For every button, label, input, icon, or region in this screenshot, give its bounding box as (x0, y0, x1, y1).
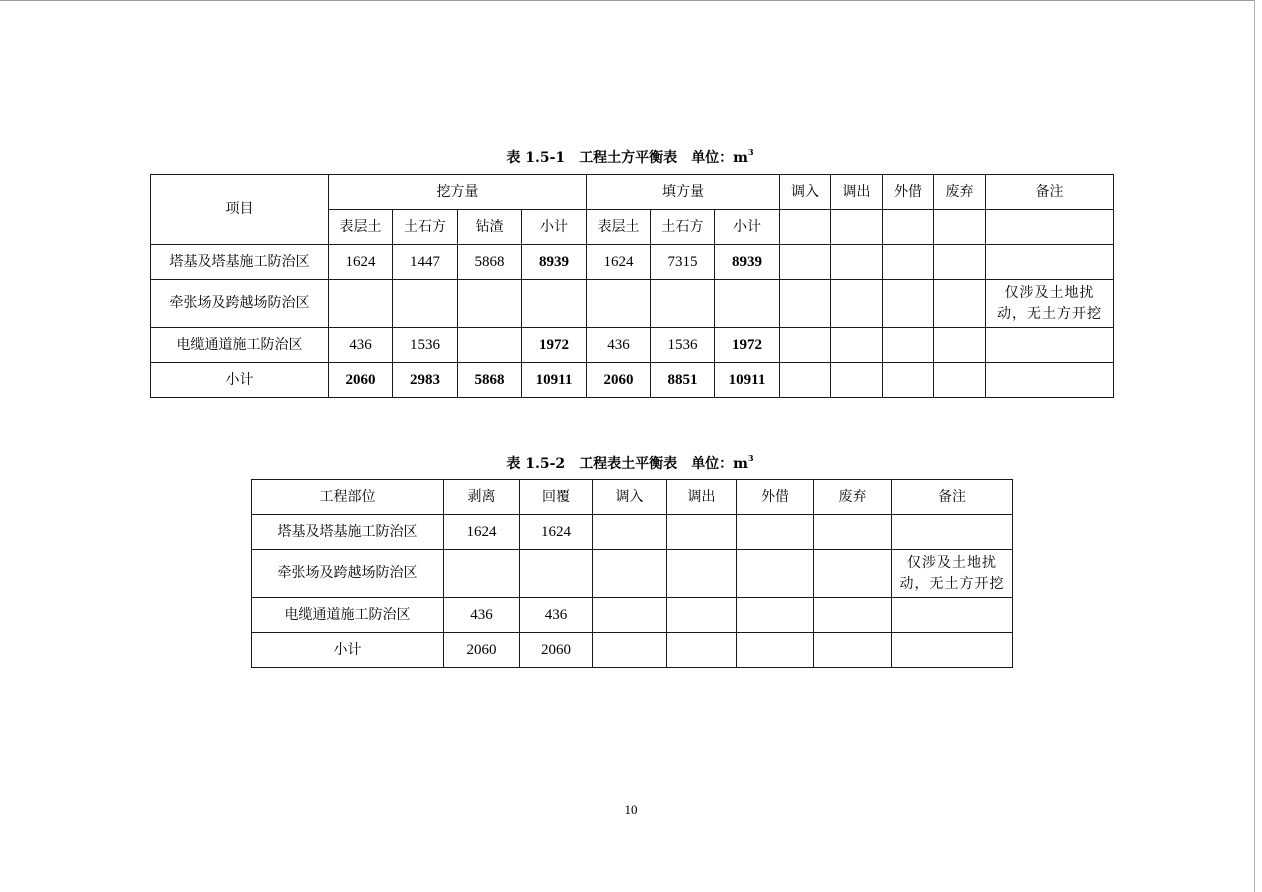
cover-cell: 1624 (520, 515, 593, 550)
table-header-row (151, 175, 1114, 210)
subheader-fill-subtotal: 小计 (715, 210, 780, 245)
borrow-cell (883, 363, 934, 398)
table2-caption-id: 表 1.5-2 (506, 456, 566, 472)
header-part: 工程部位 (252, 480, 444, 515)
subheader-cut-earth-rock: 土石方 (393, 210, 458, 245)
header-cut: 挖方量 (329, 175, 587, 210)
transfer-in-cell (593, 550, 667, 598)
earthwork-balance-table (150, 174, 1114, 398)
cut-drill-slag-cell: 5868 (458, 245, 522, 280)
fill-topsoil-cell: 436 (587, 328, 651, 363)
fill-earth-rock-cell (651, 280, 715, 328)
fill-topsoil-cell: 1624 (587, 245, 651, 280)
fill-subtotal-cell (715, 280, 780, 328)
table1-caption-unit: 单位：m (691, 150, 749, 166)
cover-cell: 436 (520, 598, 593, 633)
cut-topsoil-cell: 436 (329, 328, 393, 363)
header-transfer-out: 调出 (667, 480, 737, 515)
cover-cell (520, 550, 593, 598)
waste-cell (814, 633, 892, 668)
page-top-edge (0, 0, 1262, 1)
table2-caption-title: 工程表土平衡表 (579, 456, 678, 472)
cut-topsoil-cell: 1624 (329, 245, 393, 280)
page-right-edge (1254, 0, 1262, 892)
borrow-cell (883, 280, 934, 328)
strip-cell: 1624 (444, 515, 520, 550)
row-name: 小计 (252, 633, 444, 668)
table2-caption-unit-sup: 3 (748, 453, 754, 463)
table-total-row (151, 363, 1114, 398)
remark-cell (986, 245, 1114, 280)
row-name: 小计 (151, 363, 329, 398)
waste-cell (814, 515, 892, 550)
remark-cell (892, 598, 1013, 633)
waste-cell (934, 245, 986, 280)
transfer-in-cell (780, 363, 831, 398)
remark-line-1: 仅涉及土地扰 (907, 554, 997, 571)
subheader-cut-topsoil: 表层土 (329, 210, 393, 245)
table-row (151, 328, 1114, 363)
table-row (151, 245, 1114, 280)
transfer-out-cell (667, 550, 737, 598)
strip-cell (444, 550, 520, 598)
fill-earth-rock-cell: 1536 (651, 328, 715, 363)
cut-subtotal-cell: 8939 (522, 245, 587, 280)
header-transfer-out: 调出 (831, 175, 883, 210)
fill-earth-rock-cell: 8851 (651, 363, 715, 398)
transfer-in-cell (593, 633, 667, 668)
subheader-fill-topsoil: 表层土 (587, 210, 651, 245)
fill-topsoil-cell (587, 280, 651, 328)
cut-earth-rock-cell (393, 280, 458, 328)
transfer-in-cell (780, 245, 831, 280)
table-total-row (252, 633, 1013, 668)
transfer-in-cell (780, 328, 831, 363)
table-row (252, 550, 1013, 598)
transfer-out-cell (831, 328, 883, 363)
empty-cell (883, 210, 934, 245)
header-transfer-in: 调入 (593, 480, 667, 515)
empty-cell (934, 210, 986, 245)
remark-line-1: 仅涉及土地扰 (1004, 284, 1095, 301)
borrow-cell (737, 550, 814, 598)
header-transfer-in: 调入 (780, 175, 831, 210)
cut-subtotal-cell: 1972 (522, 328, 587, 363)
transfer-out-cell (667, 633, 737, 668)
cut-drill-slag-cell (458, 280, 522, 328)
row-name: 塔基及塔基施工防治区 (151, 245, 329, 280)
table-row (252, 515, 1013, 550)
header-remark: 备注 (892, 480, 1013, 515)
cut-drill-slag-cell (458, 328, 522, 363)
remark-cell (986, 363, 1114, 398)
fill-subtotal-cell: 8939 (715, 245, 780, 280)
waste-cell (814, 550, 892, 598)
strip-cell: 2060 (444, 633, 520, 668)
transfer-out-cell (667, 515, 737, 550)
header-strip: 剥离 (444, 480, 520, 515)
waste-cell (814, 598, 892, 633)
remark-line-2: 动，无土方开挖 (899, 575, 1005, 592)
transfer-in-cell (593, 598, 667, 633)
remark-cell (986, 280, 1114, 328)
transfer-out-cell (831, 363, 883, 398)
borrow-cell (883, 245, 934, 280)
borrow-cell (737, 515, 814, 550)
header-waste: 废弃 (814, 480, 892, 515)
cut-subtotal-cell (522, 280, 587, 328)
row-name: 电缆通道施工防治区 (252, 598, 444, 633)
cut-subtotal-cell: 10911 (522, 363, 587, 398)
table1-caption (430, 147, 830, 167)
table2-caption (430, 453, 830, 473)
empty-cell (780, 210, 831, 245)
topsoil-balance-table (251, 479, 1013, 668)
subheader-fill-earth-rock: 土石方 (651, 210, 715, 245)
table1-caption-unit-sup: 3 (748, 147, 754, 157)
remark-cell (892, 633, 1013, 668)
row-name: 牵张场及跨越场防治区 (151, 280, 329, 328)
strip-cell: 436 (444, 598, 520, 633)
cut-earth-rock-cell: 2983 (393, 363, 458, 398)
table1-caption-id: 表 1.5-1 (506, 150, 566, 166)
remark-cell (892, 515, 1013, 550)
table1-caption-title: 工程土方平衡表 (579, 150, 678, 166)
table-row (151, 280, 1114, 328)
table2-caption-unit: 单位：m (691, 456, 749, 472)
cover-cell: 2060 (520, 633, 593, 668)
waste-cell (934, 328, 986, 363)
remark-cell (892, 550, 1013, 598)
fill-topsoil-cell: 2060 (587, 363, 651, 398)
remark-line-2: 动，无土方开挖 (997, 305, 1103, 322)
subheader-cut-drill-slag: 钻渣 (458, 210, 522, 245)
remark-cell (986, 328, 1114, 363)
cut-earth-rock-cell: 1536 (393, 328, 458, 363)
header-fill: 填方量 (587, 175, 780, 210)
header-waste: 废弃 (934, 175, 986, 210)
transfer-out-cell (831, 245, 883, 280)
cut-earth-rock-cell: 1447 (393, 245, 458, 280)
cut-drill-slag-cell: 5868 (458, 363, 522, 398)
row-name: 牵张场及跨越场防治区 (252, 550, 444, 598)
header-remark: 备注 (986, 175, 1114, 210)
transfer-in-cell (593, 515, 667, 550)
borrow-cell (737, 598, 814, 633)
waste-cell (934, 280, 986, 328)
transfer-out-cell (667, 598, 737, 633)
borrow-cell (737, 633, 814, 668)
waste-cell (934, 363, 986, 398)
subheader-cut-subtotal: 小计 (522, 210, 587, 245)
fill-subtotal-cell: 10911 (715, 363, 780, 398)
transfer-in-cell (780, 280, 831, 328)
fill-subtotal-cell: 1972 (715, 328, 780, 363)
borrow-cell (883, 328, 934, 363)
fill-earth-rock-cell: 7315 (651, 245, 715, 280)
transfer-out-cell (831, 280, 883, 328)
empty-cell (986, 210, 1114, 245)
table-header-row (252, 480, 1013, 515)
cut-topsoil-cell: 2060 (329, 363, 393, 398)
header-borrow: 外借 (883, 175, 934, 210)
header-borrow: 外借 (737, 480, 814, 515)
table-row (252, 598, 1013, 633)
header-item: 项目 (151, 175, 329, 245)
header-cover: 回覆 (520, 480, 593, 515)
page-number: 10 (624, 802, 638, 817)
cut-topsoil-cell (329, 280, 393, 328)
row-name: 塔基及塔基施工防治区 (252, 515, 444, 550)
empty-cell (831, 210, 883, 245)
row-name: 电缆通道施工防治区 (151, 328, 329, 363)
